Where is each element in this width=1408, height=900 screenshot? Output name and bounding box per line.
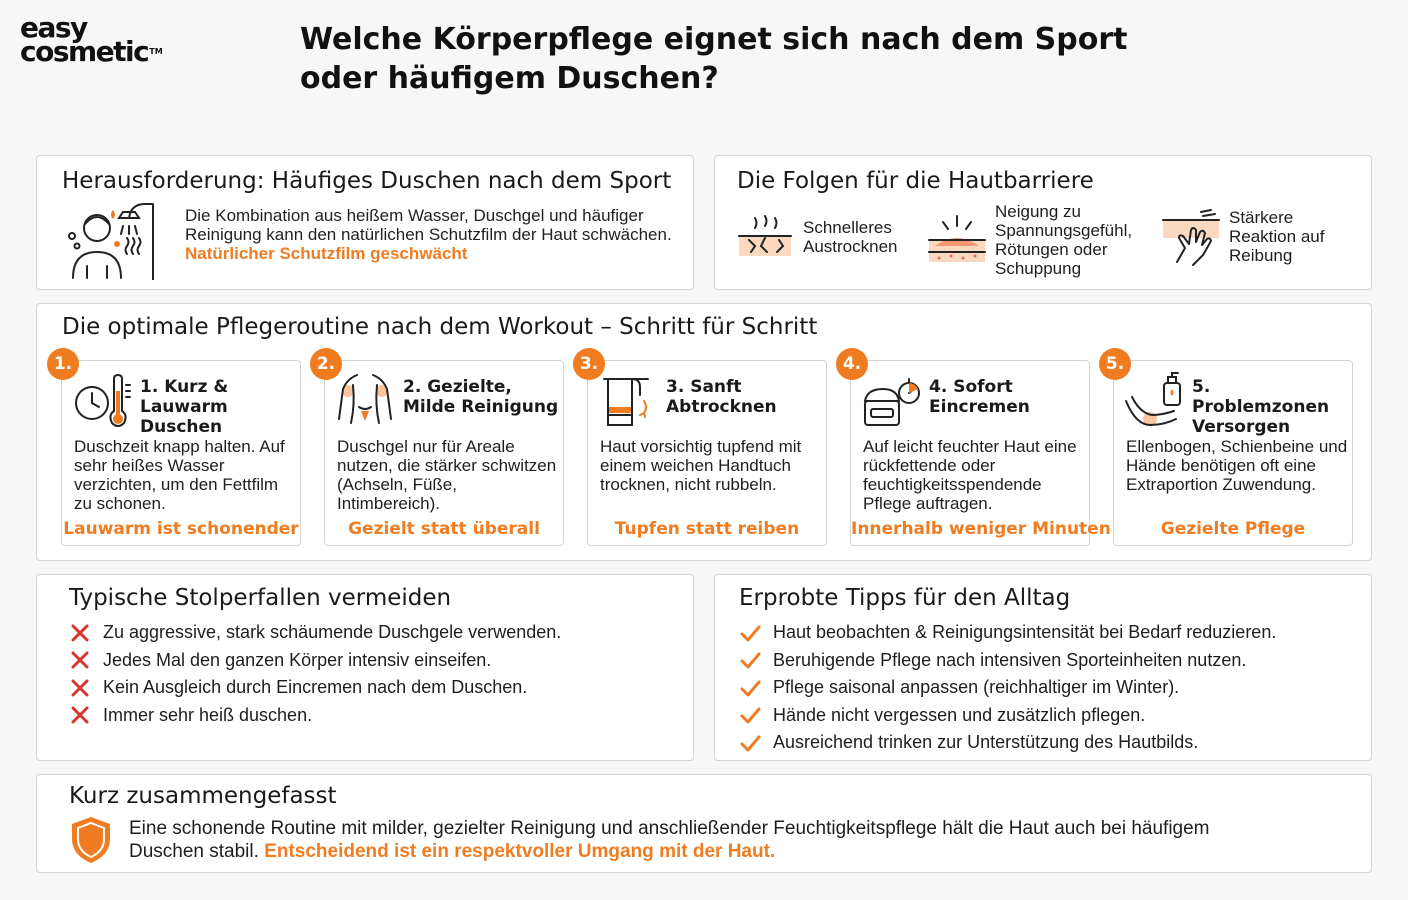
pitfalls-panel xyxy=(36,574,694,761)
cross-icon xyxy=(69,622,91,644)
routine-panel xyxy=(36,303,1372,561)
list-item: Ausreichend trinken zur Unterstützung des Hautbilds. xyxy=(739,729,1276,757)
tips-title: Erprobte Tipps für den Alltag xyxy=(739,585,1071,611)
step-badge-2: 2. xyxy=(310,348,342,380)
list-item: Immer sehr heiß duschen. xyxy=(69,702,561,730)
routine-title: Die optimale Pflegeroutine nach dem Workout – Schritt für Schritt xyxy=(62,314,818,340)
summary-highlight: Entscheidend ist ein respektvoller Umgang mit der Haut. xyxy=(264,841,776,862)
hand-rubbing-icon xyxy=(1161,206,1221,266)
towel-icon xyxy=(598,371,658,431)
step-title-4: 4. Sofort Eincremen xyxy=(929,377,1030,417)
step-desc-3: Haut vorsichtig tupfend mit einem weichen Handtuch trocknen, nicht rubbeln. xyxy=(600,437,802,494)
step-highlight-4: Innerhalb weniger Minuten xyxy=(851,519,1111,539)
cross-icon xyxy=(69,649,91,671)
tips-list xyxy=(739,619,1276,757)
challenge-text: Die Kombination aus heißem Wasser, Duschgel und häufiger Reinigung kann den natürlichen Schutzfilm der Haut schwächen. xyxy=(185,206,672,244)
consequence-item-friction xyxy=(1161,206,1339,266)
consequences-title: Die Folgen für die Hautbarriere xyxy=(737,168,1094,194)
shield-icon xyxy=(69,815,113,865)
step-card-2 xyxy=(324,360,564,546)
step-highlight-3: Tupfen statt reiben xyxy=(614,519,800,539)
step-desc-5: Ellenbogen, Schienbeine und Hände benötigen oft eine Extraportion Zuwendung. xyxy=(1126,437,1348,494)
step-highlight-2: Gezielt statt überall xyxy=(348,519,540,539)
list-item: Beruhigende Pflege nach intensiven Sporteinheiten nutzen. xyxy=(739,647,1276,675)
list-item: Haut beobachten & Reinigungsintensität bei Bedarf reduzieren. xyxy=(739,619,1276,647)
challenge-title: Herausforderung: Häufiges Duschen nach dem Sport xyxy=(62,168,672,194)
brand-logo xyxy=(20,11,163,68)
consequence-label-3: Stärkere Reaktion auf Reibung xyxy=(1229,207,1325,265)
cross-icon xyxy=(69,704,91,726)
check-icon xyxy=(739,649,761,671)
consequence-label-2: Neigung zu Spannungsgefühl, Rötungen oder Schuppung xyxy=(995,202,1133,278)
step-desc-1: Duschzeit knapp halten. Auf sehr heißes Wasser verzichten, um den Fettfilm zu schonen. xyxy=(74,437,285,513)
list-item: Pflege saisonal anpassen (reichhaltiger im Winter). xyxy=(739,674,1276,702)
brand-logo-line2: cosmetic xyxy=(20,35,149,68)
list-item: Kein Ausgleich durch Eincremen nach dem Duschen. xyxy=(69,674,561,702)
check-icon xyxy=(739,622,761,644)
challenge-panel xyxy=(36,155,694,290)
step-title-1: 1. Kurz & Lauwarm Duschen xyxy=(140,377,229,437)
step-desc-2: Duschgel nur für Areale nutzen, die stärker schwitzen (Achseln, Füße, Intimbereich). xyxy=(337,437,557,513)
summary-title: Kurz zusammengefasst xyxy=(69,783,337,809)
person-shower-icon xyxy=(63,200,173,280)
consequences-panel xyxy=(714,155,1372,290)
tips-panel xyxy=(714,574,1372,761)
cross-icon xyxy=(69,677,91,699)
list-item: Hände nicht vergessen und zusätzlich pflegen. xyxy=(739,702,1276,730)
elbow-lotion-icon xyxy=(1124,371,1184,431)
check-icon xyxy=(739,732,761,754)
clock-thermometer-icon xyxy=(72,371,132,431)
step-highlight-1: Lauwarm ist schonender xyxy=(63,519,299,539)
list-item: Zu aggressive, stark schäumende Duschgele verwenden. xyxy=(69,619,561,647)
step-card-1 xyxy=(61,360,301,546)
summary-panel xyxy=(36,774,1372,873)
cracked-skin-icon xyxy=(735,212,795,262)
step-card-3 xyxy=(587,360,827,546)
summary-text: Eine schonende Routine mit milder, gezielter Reinigung und anschließender Feuchtigkeitspflege hält die Haut auch bei häufigem Duschen stabil. xyxy=(129,818,1210,862)
step-card-5 xyxy=(1113,360,1353,546)
step-badge-1: 1. xyxy=(47,348,79,380)
consequence-item-irritation xyxy=(927,202,1155,278)
check-icon xyxy=(739,704,761,726)
cream-timer-icon xyxy=(861,371,921,431)
step-badge-3: 3. xyxy=(573,348,605,380)
irritated-skin-icon xyxy=(927,210,987,270)
step-badge-4: 4. xyxy=(836,348,868,380)
step-title-2: 2. Gezielte, Milde Reinigung xyxy=(403,377,559,417)
step-desc-4: Auf leicht feuchter Haut eine rückfettende oder feuchtigkeitsspendende Pflege auftragen. xyxy=(863,437,1077,513)
consequence-label-1: Schnelleres Austrocknen xyxy=(803,218,898,256)
pitfalls-list xyxy=(69,619,561,729)
page-title: Welche Körperpflege eignet sich nach dem Sport oder häufigem Duschen? xyxy=(300,22,1128,96)
body-areas-icon xyxy=(335,371,395,431)
brand-trademark: TM xyxy=(149,47,163,56)
challenge-highlight: Natürlicher Schutzfilm geschwächt xyxy=(185,244,468,263)
step-title-5: 5. Problemzonen Versorgen xyxy=(1192,377,1330,437)
consequence-item-dry xyxy=(735,212,923,262)
pitfalls-title: Typische Stolperfallen vermeiden xyxy=(69,585,452,611)
step-badge-5: 5. xyxy=(1099,348,1131,380)
brand-logo-line1: easy xyxy=(20,11,87,44)
check-icon xyxy=(739,677,761,699)
list-item: Jedes Mal den ganzen Körper intensiv einseifen. xyxy=(69,647,561,675)
step-title-3: 3. Sanft Abtrocknen xyxy=(666,377,777,417)
step-highlight-5: Gezielte Pflege xyxy=(1160,519,1306,539)
step-card-4 xyxy=(850,360,1111,546)
